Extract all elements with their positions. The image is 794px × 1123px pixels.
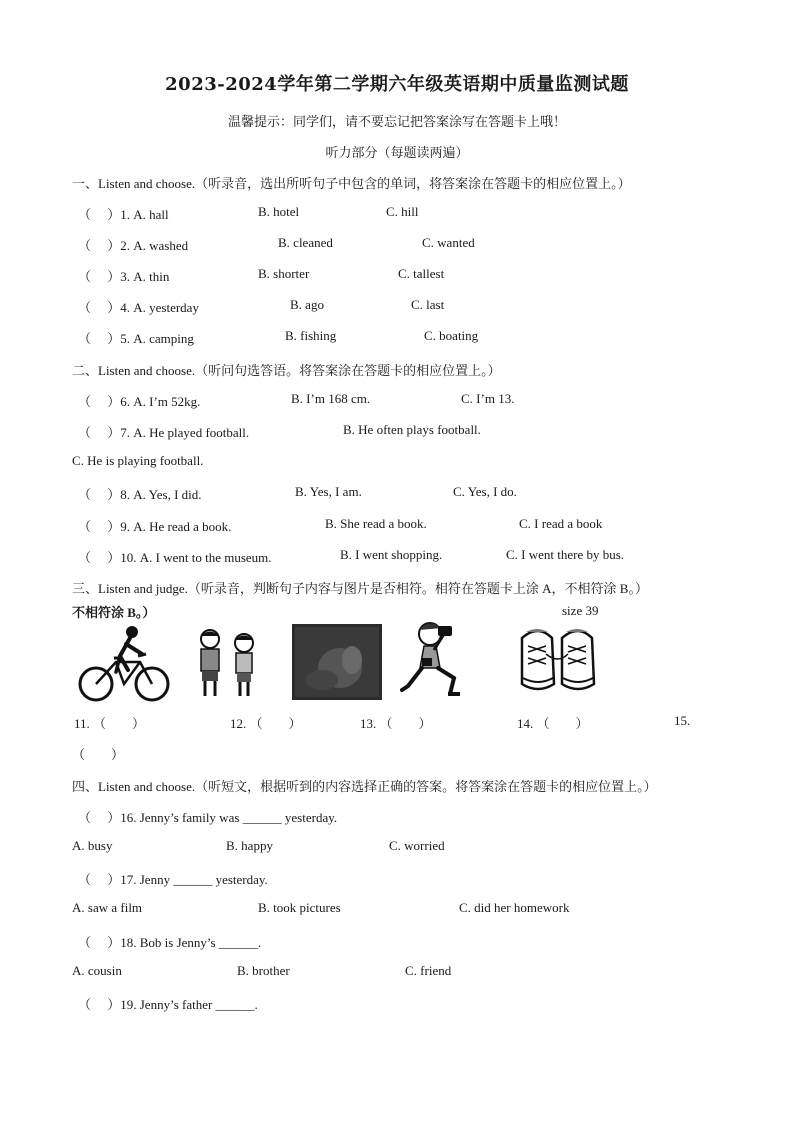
question-18: （ ）18. Bob is Jenny’s ______. (78, 935, 262, 950)
photographer-picture (400, 620, 480, 698)
judge-11-label: 11. （ ） (74, 716, 146, 731)
section-3-heading: 三、Listen and judge.（听录音，判断句子内容与图片是否相符。相符在答题卡上涂 A，不相符涂 B。） (72, 581, 648, 596)
judge-12-label: 12. （ ） (230, 716, 302, 731)
judge-15-label: 15. (674, 713, 691, 728)
question-19: （ ）19. Jenny’s father ______. (78, 997, 258, 1012)
two-kids-picture (192, 626, 266, 700)
judge-15-paren: （ ） (72, 747, 125, 762)
section-3-heading-continued: 不相符涂 B。） (72, 605, 156, 620)
section-2-heading: 二、Listen and choose.（听问句选答语。将答案涂在答题卡的相应位置上。） (72, 363, 501, 378)
exam-title: 2023-2024学年第二学期六年级英语期中质量监测试题 (165, 74, 629, 95)
section-4-heading: 四、Listen and choose.（听短文，根据听到的内容选择正确的答案。将答案涂在答题卡的相应位置上。） (72, 779, 657, 794)
sneakers-picture (516, 624, 598, 696)
size-label: size 39 (562, 603, 599, 618)
section-1-heading: 一、Listen and choose.（听录音，选出所听句子中包含的单词，将答案涂在答题卡的相应位置上。） (72, 176, 631, 191)
judge-14-label: 14. （ ） (517, 716, 589, 731)
judge-13-label: 13. （ ） (360, 716, 432, 731)
tip-text: 温馨提示：同学们，请不要忘记把答案涂写在答题卡上哦！ (227, 114, 566, 129)
question-17: （ ）17. Jenny ______ yesterday. (78, 872, 268, 887)
cyclist-picture (76, 624, 172, 704)
listening-header: 听力部分（每题读两遍） (325, 145, 469, 160)
dark-photo-picture (292, 624, 382, 700)
question-16: （ ）16. Jenny’s family was ______ yesterday. (78, 810, 338, 825)
